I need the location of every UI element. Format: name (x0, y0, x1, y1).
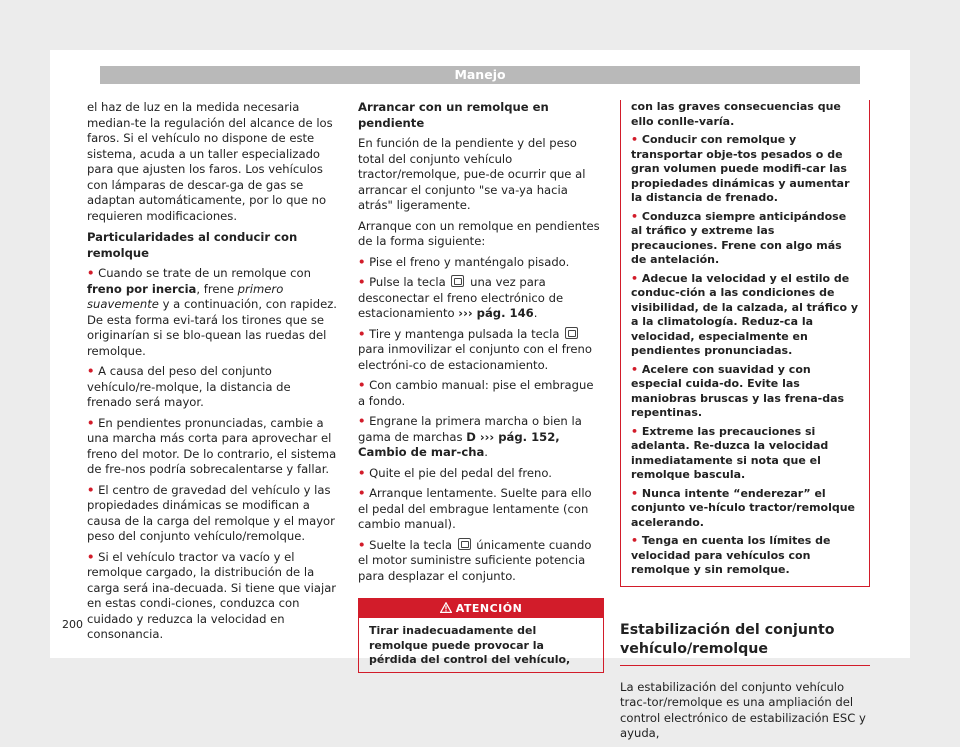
bullet-dot: • (358, 465, 366, 480)
list-item: • Extreme las precauciones si adelanta. Re-duzca la velocidad inmediatamente si nota que el remolque bascula. (631, 424, 829, 481)
bullet-dot: • (358, 378, 366, 392)
list-item: • A causa del peso del conjunto vehículo/re-molque, la distancia de frenado será mayor. (87, 364, 291, 409)
warning-box-continued (620, 100, 870, 587)
list-item: • Pise el freno y manténgalo pisado. (358, 254, 570, 269)
bullet-dot: • (631, 424, 639, 438)
page-number: 200 (62, 618, 83, 631)
list-item: • Conduzca siempre anticipándose al tráfico y extreme las precauciones. Frene con algo más de antelación. (631, 209, 847, 266)
list-item: • Pulse la tecla una vez para desconectar el freno electrónico de estacionamiento ››› pág. 146. (358, 275, 564, 320)
list-item: • Tire y mantenga pulsada la tecla para inmovilizar el conjunto con el freno electróni-co de estacionamiento. (358, 326, 592, 372)
warning-box (358, 598, 604, 673)
list-item: • Adecue la velocidad y el estilo de conduc-ción a las condiciones de visibilidad, de la calzada, al tráfico y a la climatología. Reduz-ca la velocidad, especialmente en pendientes pronunciadas. (631, 271, 859, 357)
page-reference-link[interactable]: D ››› pág. 152, Cambio de mar-cha (358, 429, 560, 459)
page-reference-link[interactable]: ››› pág. 146 (458, 306, 534, 320)
list-item: • El centro de gravedad del vehículo y las propiedades dinámicas se modifican a causa de la carga del remolque y el mayor peso del conjunto vehículo/remolque. (87, 482, 335, 543)
bullet-dot: • (87, 549, 95, 564)
parking-brake-key-icon (565, 327, 578, 339)
column-right (620, 100, 870, 747)
bullet-dot: • (631, 486, 639, 500)
subheading-towing: Particularidades al conducir con remolque (87, 230, 298, 260)
subheading-hill-start: Arrancar con un remolque en pendiente (358, 100, 549, 130)
section-paragraph: La estabilización del conjunto vehículo trac-tor/remolque es una ampliación del control electrónico de estabilización ESC y ayuda, (620, 679, 866, 740)
manual-page (50, 50, 910, 740)
warning-triangle-icon (440, 602, 452, 613)
bullet-dot: • (358, 326, 366, 341)
bullet-dot: • (87, 482, 95, 497)
intro-paragraph: el haz de luz en la medida necesaria median-te la regulación del alcance de los faros. Si el vehículo no dispone de este sistema, acuda a un taller especializado para que ajusten los faros. Los vehículos con lámparas de descar-ga de gas se adaptan automáticamente, por lo que no requieren modificaciones. (87, 100, 333, 223)
bullet-dot: • (87, 415, 95, 430)
list-item: • Engrane la primera marcha o bien la gama de marchas D ››› pág. 152, Cambio de mar-cha. (358, 414, 582, 459)
warning-text: Tirar inadecuadamente del remolque puede provocar la pérdida del control del vehículo, (369, 624, 571, 666)
list-item: • Con cambio manual: pise el embrague a fondo. (358, 378, 594, 408)
list-item: • En pendientes pronunciadas, cambie a una marcha más corta para aprovechar el freno del motor. De lo contrario, el sistema de fre-nos podría sobrecalentarse y fallar. (87, 415, 337, 476)
section-title: Estabilización del conjunto vehículo/remolque (620, 621, 870, 666)
list-item: • Tenga en cuenta los límites de velocidad para vehículos con remolque y sin remolque. (631, 534, 831, 576)
paragraph: Arranque con un remolque en pendientes de la forma siguiente: (358, 218, 600, 248)
parking-brake-key-icon (458, 538, 471, 550)
bullet-dot: • (358, 275, 366, 289)
column-left (87, 100, 337, 648)
warning-header (359, 599, 603, 618)
list-item: • Arranque lentamente. Suelte para ello el pedal del embrague lentamente (con cambio manual). (358, 486, 592, 531)
list-item: • Cuando se trate de un remolque con freno por inercia, frene primero suavemente y a continuación, con rapidez. De esta forma evi-tará los tirones que se originarían si se blo-quean las ruedas del remolque. (87, 266, 337, 358)
bullet-dot: • (358, 254, 366, 269)
list-item: • Quite el pie del pedal del freno. (358, 465, 552, 480)
list-item: • Nunca intente “enderezar” el conjunto ve-hículo tractor/remolque acelerando. (631, 486, 856, 529)
bullet-dot: • (631, 209, 639, 223)
bullet-dot: • (358, 537, 366, 552)
list-item: • Suelte la tecla únicamente cuando el motor suministre suficiente potencia para desplazar el conjunto. (358, 537, 592, 583)
list-item: • Conducir con remolque y transportar obje-tos pesados o de gran volumen puede modifi-car las propiedades dinámicas y aumentar la distancia de frenado. (631, 133, 850, 204)
bullet-dot: • (358, 414, 366, 428)
bullet-dot: • (631, 534, 639, 547)
warning-text: con las graves consecuencias que ello conlle-varía. (631, 100, 841, 128)
bullet-dot: • (358, 486, 366, 500)
parking-brake-key-icon (451, 275, 464, 287)
list-item: • Acelere con suavidad y con especial cuida-do. Evite las maniobras bruscas y las frena-das repentinas. (631, 362, 845, 419)
column-middle (358, 100, 604, 673)
bullet-dot: • (631, 362, 639, 376)
warning-label: ATENCIÓN (455, 602, 523, 615)
bullet-dot: • (87, 266, 95, 280)
bullet-dot: • (631, 133, 639, 146)
list-item: • Si el vehículo tractor va vacío y el remolque cargado, la distribución de la carga será ina-decuada. Si tiene que viajar en estas condi-ciones, conduzca con cuidado y reduzca la velocidad en consonancia. (87, 549, 337, 641)
page-header: Manejo (100, 66, 860, 84)
bullet-dot: • (631, 271, 639, 285)
bullet-dot: • (87, 364, 95, 378)
paragraph: En función de la pendiente y del peso total del conjunto vehículo tractor/remolque, pue-de ocurrir que al arrancar el conjunto "se va-ya hacia atrás" ligeramente. (358, 136, 586, 212)
